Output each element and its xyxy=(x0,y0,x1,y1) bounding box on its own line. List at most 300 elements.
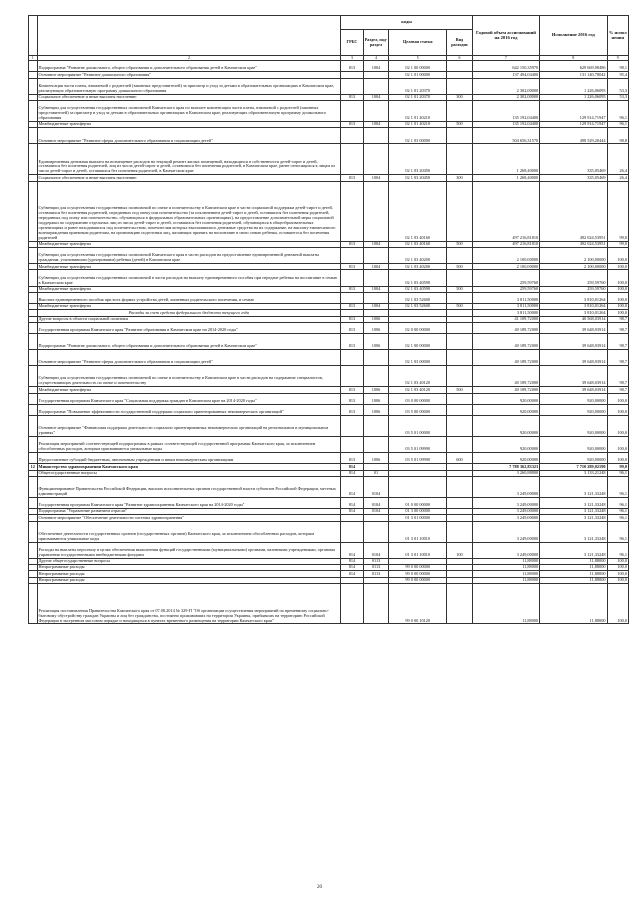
row-plan: 3 249,00000 xyxy=(472,509,539,515)
row-grbs xyxy=(341,101,363,122)
row-percent: 100,0 xyxy=(607,577,628,583)
row-plan: 40 189,72000 xyxy=(472,387,539,393)
row-number xyxy=(29,61,38,72)
row-razdel xyxy=(363,350,389,366)
table-body xyxy=(29,61,629,624)
row-plan: 920,00000 xyxy=(472,436,539,452)
col-number: 9 xyxy=(607,56,628,61)
row-expense-type: 100 xyxy=(447,542,473,558)
row-razdel: 1006 xyxy=(363,322,389,333)
row-name: Субвенции для осуществления государственных полномочий по опеке и попечительству в Камчатском крае в части расходов на содержание специалистов, осуществляющих деятельность по опеке и попечительству xyxy=(37,366,341,387)
row-name: Подпрограмма "Управление развитием отрасли" xyxy=(37,509,341,515)
row-grbs: 813 xyxy=(341,122,363,128)
row-expense-type xyxy=(447,350,473,366)
row-expense-type: 300 xyxy=(447,175,473,181)
row-razdel: 01 xyxy=(363,470,389,476)
table-row xyxy=(29,476,629,497)
row-plan: 7 788 362,83323 xyxy=(472,464,539,470)
row-razdel xyxy=(363,521,389,542)
col-cs-header: Целевая статья xyxy=(389,30,447,56)
col-number: 5 xyxy=(389,56,447,61)
row-razdel: 1006 xyxy=(363,453,389,464)
row-percent: 100,0 xyxy=(607,404,628,415)
row-percent: 100,0 xyxy=(607,453,628,464)
row-fact: 1 226,06095 xyxy=(540,78,607,94)
row-fact: 259,59760 xyxy=(540,270,607,286)
row-name: Основное мероприятие "Развитие сферы дополнительного образования и социализации детей" xyxy=(37,350,341,366)
col-number: 2 xyxy=(37,56,341,61)
row-fact: 920,00000 xyxy=(540,453,607,464)
row-expense-type xyxy=(447,366,473,387)
row-target-article: 03 5 01 09990 xyxy=(389,436,447,452)
row-razdel xyxy=(363,436,389,452)
row-expense-type xyxy=(447,270,473,286)
row-target-article xyxy=(389,476,447,497)
row-name: Непрограммные расходы xyxy=(37,565,341,571)
row-plan: 40 189,72000 xyxy=(472,322,539,333)
row-percent: 98,8 xyxy=(607,128,628,144)
row-razdel: 0104 xyxy=(363,542,389,558)
row-fact: 40 568,03914 xyxy=(540,316,607,322)
row-name: Субвенции для осуществления государственных полномочий по опеке и попечительству в Камчатском крае в части социальной поддержки детей-сирот и детей, оставшихся без попечения родителей, переданных под опеку или попечительство (за исключением детей-сирот и детей, оставшихся без попечения родителей, переданных под опеку или попечительство, обучающихся в федеральных образовательных организациях), на предоставление дополнительной меры социальной поддержки по содержанию отдельных лиц из числа детей-сирот и детей, оставшихся без попечения родителей, обучающихся в общеобразовательных организациях и ранее находившихся под попечительством, попечителям которых выплачивались денежные средства на их содержание, на выплату ежемесячного вознаграждения приемным родителям, на организацию подготовки лиц, желающих принять на воспитание в свою семью ребенка, оставшегося без попечения родителей xyxy=(37,181,341,241)
row-name: Основное мероприятие "Развитие дошкольного образования" xyxy=(37,72,341,78)
row-name: Выплата единовременного пособия при всех формах устройства детей, лишенных родительского попечения, в семью xyxy=(37,292,341,303)
row-target-article: 02 1 03 40120 xyxy=(389,366,447,387)
row-name: Реализация постановления Правительства Камчатского края от 07.08.2014 № 329-П "Об организации осуществления мероприятий по временному социально-бытовому обустройству граждан Украины и лиц без гражданства, постоянно проживавших на территории Украины, прибывших на территорию Российской Федерации в экстренном массовом порядке и находящихся в пунктах временного размещения на территории Камчатского края" xyxy=(37,583,341,624)
row-percent: 100,0 xyxy=(607,571,628,577)
table-row xyxy=(29,270,629,286)
table-row xyxy=(29,61,629,72)
row-name: Государственная программа Камчатского края "Развитие здравоохранения Камчатского края на 2014-2020 годы" xyxy=(37,497,341,508)
row-number xyxy=(29,270,38,286)
row-plan: 3 811,50000 xyxy=(472,292,539,303)
row-name: Обеспечение деятельности государственных органов (государственных органов) Камчатского края, за исключением обособленных расходов, которым присваиваются уникальные коды xyxy=(37,521,341,542)
row-grbs: 813 xyxy=(341,322,363,333)
row-percent: 95,4 xyxy=(607,72,628,78)
row-razdel xyxy=(363,583,389,624)
row-fact: 2 100,00000 xyxy=(540,264,607,270)
row-expense-type xyxy=(447,436,473,452)
row-razdel: 1006 xyxy=(363,393,389,404)
row-grbs: 813 xyxy=(341,175,363,181)
row-target-article: 02 1 01 20370 xyxy=(389,78,447,94)
row-percent: 98,7 xyxy=(607,387,628,393)
row-target-article: 02 1 03 40200 xyxy=(389,248,447,264)
row-name: Государственная программа Камчатского края "Развитие образования в Камчатском крае на 2014-2020 годы" xyxy=(37,322,341,333)
row-razdel: 1006 xyxy=(363,316,389,322)
row-grbs: 813 xyxy=(341,404,363,415)
col-fact-header: Исполнение 2016 год xyxy=(540,16,607,56)
row-percent: 96,1 xyxy=(607,521,628,542)
row-target-article: 02 1 03 40200 xyxy=(389,264,447,270)
row-razdel: 1004 xyxy=(363,61,389,72)
row-razdel: 0113 xyxy=(363,565,389,571)
col-razdel-header: Раздел, под-раздел xyxy=(363,30,389,56)
row-expense-type xyxy=(447,322,473,333)
row-number xyxy=(29,542,38,558)
row-plan: 11,88000 xyxy=(472,558,539,564)
row-number xyxy=(29,334,38,350)
row-percent: 96,1 xyxy=(607,515,628,521)
row-expense-type xyxy=(447,334,473,350)
row-razdel: 1004 xyxy=(363,122,389,128)
row-fact: 2 100,00000 xyxy=(540,248,607,264)
row-number xyxy=(29,350,38,366)
row-target-article: 03 0 00 00000 xyxy=(389,393,447,404)
row-plan: 2 302,00000 xyxy=(472,94,539,100)
table-row xyxy=(29,436,629,452)
row-fact: 39 648,03914 xyxy=(540,322,607,333)
row-plan: 3 249,00000 xyxy=(472,497,539,508)
row-percent: 96,1 xyxy=(607,101,628,122)
row-percent: 99,0 xyxy=(607,464,628,470)
row-target-article: 01 3 00 00000 xyxy=(389,509,447,515)
row-name: Социальное обеспечение и иные выплаты населению xyxy=(37,94,341,100)
table-row xyxy=(29,101,629,122)
row-razdel: 0104 xyxy=(363,476,389,497)
col-number: 8 xyxy=(540,56,607,61)
row-grbs xyxy=(341,436,363,452)
row-razdel xyxy=(363,292,389,303)
row-target-article: 99 0 00 00000 xyxy=(389,565,447,571)
row-plan: 259,59760 xyxy=(472,270,539,286)
row-grbs: 813 xyxy=(341,387,363,393)
row-fact: 3 121,33248 xyxy=(540,497,607,508)
row-razdel: 1004 xyxy=(363,286,389,292)
row-name: Предоставление субсидий бюджетным, автономным учреждениям и иным некоммерческим организациям xyxy=(37,453,341,464)
row-fact: 259,59760 xyxy=(540,286,607,292)
row-plan: 1 268,40000 xyxy=(472,175,539,181)
row-expense-type xyxy=(447,144,473,175)
row-name: Основное мероприятие "Обеспечение деятельности системы здравоохранения" xyxy=(37,515,341,521)
row-plan: 3 249,00000 xyxy=(472,515,539,521)
row-target-article: 01 0 00 00000 xyxy=(389,497,447,508)
row-razdel: 1004 xyxy=(363,94,389,100)
row-plan: 497 216,81810 xyxy=(472,241,539,247)
row-plan: 920,00000 xyxy=(472,393,539,404)
row-fact: 129 914,71947 xyxy=(540,101,607,122)
row-fact: 492 024,53951 xyxy=(540,181,607,241)
row-fact: 920,00000 xyxy=(540,404,607,415)
row-name: Межбюджетные трансферты xyxy=(37,387,341,393)
row-grbs: 813 xyxy=(341,304,363,310)
table-row xyxy=(29,366,629,387)
col-num-header xyxy=(29,16,38,56)
row-name: Государственная программа Камчатского края "Социальная поддержка граждан в Камчатском крае на 2014-2020 годы" xyxy=(37,393,341,404)
row-number xyxy=(29,583,38,624)
row-fact: 3 133,21248 xyxy=(540,470,607,476)
row-razdel xyxy=(363,366,389,387)
row-name: Межбюджетные трансферты xyxy=(37,122,341,128)
row-plan: 1 268,40000 xyxy=(472,144,539,175)
row-expense-type xyxy=(447,497,473,508)
budget-table-sheet xyxy=(28,15,629,624)
row-grbs: 813 xyxy=(341,241,363,247)
row-target-article: 02 1 03 00000 xyxy=(389,350,447,366)
row-razdel: 1004 xyxy=(363,175,389,181)
table-row xyxy=(29,404,629,415)
row-razdel: 1006 xyxy=(363,404,389,415)
row-razdel: 1006 xyxy=(363,334,389,350)
row-number xyxy=(29,128,38,144)
row-fact: 629 669,98486 xyxy=(540,61,607,72)
col-number: 6 xyxy=(447,56,473,61)
row-target-article: 02 1 03 20450 xyxy=(389,175,447,181)
row-grbs: 813 xyxy=(341,286,363,292)
row-target-article: 03 5 00 00000 xyxy=(389,404,447,415)
row-percent: 96,1 xyxy=(607,470,628,476)
row-name: Единовременная денежная выплата на возмещение расходов на текущий ремонт жилых помещений, находящихся в собственности детей-сирот и детей, оставшихся без попечения родителей, лиц из числа детей-сирот и детей, оставшихся без попечения родителей, в Камчатском крае, ранее относящихся к лицам из числа детей-сирот и детей, оставшихся без попечения родителей, в Камчатском крае xyxy=(37,144,341,175)
row-grbs xyxy=(341,248,363,264)
row-expense-type xyxy=(447,248,473,264)
col-number: 4 xyxy=(363,56,389,61)
row-percent: 100,0 xyxy=(607,393,628,404)
row-fact: 3 810,01264 xyxy=(540,310,607,316)
col-name-header xyxy=(37,16,341,56)
row-fact: 3 121,33248 xyxy=(540,542,607,558)
row-fact: 11,88000 xyxy=(540,565,607,571)
row-fact: 39 648,03914 xyxy=(540,334,607,350)
row-name: Подпрограмма "Повышение эффективности государственной поддержки социально ориентированных некоммерческих организаций" xyxy=(37,404,341,415)
row-fact: 3 121,33248 xyxy=(540,509,607,515)
row-name: Расходы за счет средств федерального бюджета текущего года xyxy=(37,310,341,316)
row-grbs xyxy=(341,366,363,387)
row-expense-type: 500 xyxy=(447,387,473,393)
row-expense-type xyxy=(447,415,473,436)
row-plan: 40 189,72000 xyxy=(472,366,539,387)
row-razdel xyxy=(363,128,389,144)
row-percent: 100,0 xyxy=(607,248,628,264)
row-plan: 41 109,72000 xyxy=(472,316,539,322)
row-expense-type xyxy=(447,583,473,624)
row-fact: 131 140,78042 xyxy=(540,72,607,78)
row-name: Непрограммные расходы xyxy=(37,571,341,577)
row-grbs: 814 xyxy=(341,476,363,497)
row-plan: 2 100,00000 xyxy=(472,264,539,270)
row-number xyxy=(29,497,38,508)
row-name: Непрограммные расходы xyxy=(37,577,341,583)
row-number xyxy=(29,248,38,264)
row-target-article: 02 1 03 40120 xyxy=(389,387,447,393)
row-grbs: 814 xyxy=(341,558,363,564)
row-grbs: 813 xyxy=(341,453,363,464)
row-target-article: 01 3 01 10010 xyxy=(389,521,447,542)
row-percent: 99,0 xyxy=(607,181,628,241)
table-row xyxy=(29,453,629,464)
row-plan: 3 249,00000 xyxy=(472,521,539,542)
row-target-article: 02 1 03 20450 xyxy=(389,144,447,175)
row-name: Другие вопросы в области социальной политики xyxy=(37,316,341,322)
row-target-article: 02 1 01 20370 xyxy=(389,94,447,100)
row-target-article: 03 5 01 00000 xyxy=(389,415,447,436)
row-fact: 920,00000 xyxy=(540,436,607,452)
row-razdel: 1004 xyxy=(363,241,389,247)
row-plan: 11,88000 xyxy=(472,571,539,577)
row-plan: 920,00000 xyxy=(472,453,539,464)
row-fact: 11,88000 xyxy=(540,571,607,577)
table-row xyxy=(29,78,629,94)
row-grbs xyxy=(341,144,363,175)
row-fact: 920,00000 xyxy=(540,415,607,436)
table-row xyxy=(29,322,629,333)
row-razdel: 0104 xyxy=(363,509,389,515)
row-percent: 100,0 xyxy=(607,583,628,624)
row-target-article: 01 3 01 10010 xyxy=(389,542,447,558)
row-fact: 920,00000 xyxy=(540,393,607,404)
row-percent: 96,1 xyxy=(607,497,628,508)
row-grbs xyxy=(341,270,363,286)
row-name: Межбюджетные трансферты xyxy=(37,241,341,247)
row-grbs: 814 xyxy=(341,565,363,571)
row-expense-type xyxy=(447,101,473,122)
row-fact: 129 914,71947 xyxy=(540,122,607,128)
row-grbs: 814 xyxy=(341,497,363,508)
row-number xyxy=(29,415,38,436)
row-percent: 98,1 xyxy=(607,61,628,72)
row-grbs xyxy=(341,583,363,624)
row-plan: 259,59760 xyxy=(472,286,539,292)
row-plan: 137 494,04400 xyxy=(472,72,539,78)
row-plan: 3 249,00000 xyxy=(472,476,539,497)
row-name: Межбюджетные трансферты xyxy=(37,264,341,270)
row-target-article: 02 1 00 00000 xyxy=(389,334,447,350)
row-plan: 2 100,00000 xyxy=(472,248,539,264)
row-fact: 3 121,33248 xyxy=(540,515,607,521)
row-number xyxy=(29,292,38,303)
row-grbs xyxy=(341,415,363,436)
row-percent: 100,0 xyxy=(607,436,628,452)
row-percent: 98,7 xyxy=(607,322,628,333)
row-razdel xyxy=(363,270,389,286)
row-number xyxy=(29,366,38,387)
row-expense-type xyxy=(447,181,473,241)
col-number: 1 xyxy=(29,56,38,61)
row-name: Функционирование Правительства Российской Федерации, высших исполнительных органов государственной власти субъектов Российской Федерации, местных администраций xyxy=(37,476,341,497)
table-row xyxy=(29,181,629,241)
row-expense-type xyxy=(447,128,473,144)
row-fact: 11,88000 xyxy=(540,583,607,624)
table-row xyxy=(29,497,629,508)
row-target-article: 01 3 01 00000 xyxy=(389,515,447,521)
row-percent: 100,0 xyxy=(607,415,628,436)
budget-execution-table xyxy=(28,15,629,624)
row-percent: 100,0 xyxy=(607,292,628,303)
row-name: Расходы на выплаты персоналу в целях обеспечения выполнения функций государственными (муниципальными) органами, казенными учреждениями, органами управления государственными внебюджетными фондами xyxy=(37,542,341,558)
row-grbs: 813 xyxy=(341,94,363,100)
row-fact: 335,05469 xyxy=(540,175,607,181)
row-plan: 3 260,88000 xyxy=(472,470,539,476)
row-fact: 39 648,03914 xyxy=(540,350,607,366)
row-grbs: 814 xyxy=(341,571,363,577)
row-razdel: 0113 xyxy=(363,571,389,577)
row-fact: 3 810,01264 xyxy=(540,292,607,303)
row-fact: 39 648,03914 xyxy=(540,387,607,393)
row-target-article: 99 0 00 10120 xyxy=(389,583,447,624)
row-percent: 100,0 xyxy=(607,565,628,571)
row-plan: 11,88000 xyxy=(472,577,539,583)
col-number: 7 xyxy=(472,56,539,61)
page-number: 20 xyxy=(317,885,322,890)
row-percent: 98,7 xyxy=(607,366,628,387)
row-plan: 135 192,04400 xyxy=(472,101,539,122)
row-percent: 100,0 xyxy=(607,310,628,316)
table-row xyxy=(29,393,629,404)
row-target-article: 02 1 03 40590 xyxy=(389,270,447,286)
row-target-article: 02 1 03 00000 xyxy=(389,128,447,144)
row-name: Компенсация части платы, взимаемой с родителей (законных представителей) за присмотр и уход за детьми в образовательных организациях в Камчатском крае, реализующих образовательную программу дошкольного образования xyxy=(37,78,341,94)
row-percent: 100,0 xyxy=(607,286,628,292)
row-razdel: 1006 xyxy=(363,387,389,393)
row-name: Общегосударственные вопросы xyxy=(37,470,341,476)
row-expense-type xyxy=(447,393,473,404)
table-row xyxy=(29,583,629,624)
row-expense-type xyxy=(447,61,473,72)
row-target-article: 99 0 00 00000 xyxy=(389,577,447,583)
row-name: Реализация мероприятий соответствующей подпрограммы в рамках соответствующей государственной программы Камчатского края, за исключением обособленных расходов, которым присваиваются уникальные коды xyxy=(37,436,341,452)
row-expense-type xyxy=(447,521,473,542)
row-razdel xyxy=(363,144,389,175)
col-plan-header: Годовой объем ассигнований на 2016 год xyxy=(472,16,539,56)
row-target-article: 02 1 01 40210 xyxy=(389,101,447,122)
table-row xyxy=(29,415,629,436)
row-plan: 135 192,04400 xyxy=(472,122,539,128)
row-razdel xyxy=(363,248,389,264)
row-percent: 26,4 xyxy=(607,144,628,175)
row-fact: 1 226,06095 xyxy=(540,94,607,100)
table-row xyxy=(29,292,629,303)
col-grbs-header: ГРБС xyxy=(341,30,363,56)
row-target-article: 02 0 00 00000 xyxy=(389,322,447,333)
row-fact: 3 121,33248 xyxy=(540,476,607,497)
row-grbs: 813 xyxy=(341,334,363,350)
row-percent: 100,0 xyxy=(607,264,628,270)
row-grbs xyxy=(341,128,363,144)
row-fact: 3 810,01264 xyxy=(540,304,607,310)
row-target-article: 02 1 01 00000 xyxy=(389,72,447,78)
row-expense-type xyxy=(447,476,473,497)
row-grbs: 814 xyxy=(341,542,363,558)
row-target-article: 02 1 03 40160 xyxy=(389,241,447,247)
row-razdel xyxy=(363,101,389,122)
table-row xyxy=(29,521,629,542)
row-grbs xyxy=(341,521,363,542)
row-razdel: 0113 xyxy=(363,558,389,564)
row-razdel: 0104 xyxy=(363,497,389,508)
row-number xyxy=(29,101,38,122)
row-target-article: 02 1 03 40590 xyxy=(389,286,447,292)
row-expense-type: 500 xyxy=(447,122,473,128)
row-target-article: 99 0 00 00000 xyxy=(389,571,447,577)
row-percent: 53,3 xyxy=(607,78,628,94)
row-number xyxy=(29,322,38,333)
row-target-article: 02 1 00 00000 xyxy=(389,61,447,72)
row-number xyxy=(29,476,38,497)
row-number xyxy=(29,78,38,94)
row-name: Подпрограмма "Развитие дошкольного, общего образования и дополнительного образования детей в Камчатском крае" xyxy=(37,61,341,72)
row-number xyxy=(29,453,38,464)
row-grbs xyxy=(341,181,363,241)
row-plan: 3 249,00000 xyxy=(472,542,539,558)
row-number xyxy=(29,181,38,241)
col-vr-header: Вид расходов xyxy=(447,30,473,56)
table-row xyxy=(29,350,629,366)
row-percent: 98,7 xyxy=(607,350,628,366)
col-pct-header: % испол нения xyxy=(607,16,628,56)
col-number: 3 xyxy=(341,56,363,61)
row-expense-type xyxy=(447,78,473,94)
table-row xyxy=(29,128,629,144)
row-plan: 504 656,31570 xyxy=(472,128,539,144)
